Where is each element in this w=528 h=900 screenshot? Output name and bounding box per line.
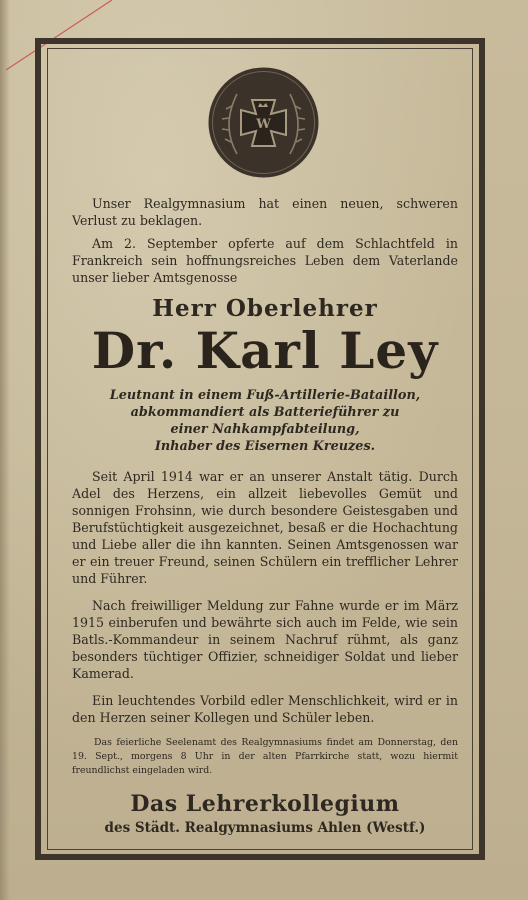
svg-text:W: W [256,117,271,132]
signature-institution: des Städt. Realgymnasiums Ahlen (Westf.) [104,820,426,836]
notice-body [72,195,458,838]
military-paragraph: Nach freiwilliger Meldung zur Fahne wurde er im März 1915 einberufen und bewährte sich auch im Felde, wie sein Batls.-Kommandeur in seinem Nachruf rühmt, als ganz besonders tüchtiger Offizier, schneidiger Soldat und lieber Kamerad. [72,598,458,681]
rank-line: Leutnant in einem Fuß-Artillerie-Bataillon, [109,388,421,403]
deceased-name: Dr. Karl Ley [91,321,439,380]
legacy-paragraph: Ein leuchtendes Vorbild edler Menschlichkeit, wird er in den Herzen seiner Kollegen und Schüler leben. [72,693,458,725]
announcement-text: Am 2. September opferte auf dem Schlachtfeld in Frankreich sein hoffnungsreiches Leben dem Vaterlande unser lieber Amtsgenosse [72,236,458,285]
paper-fold-shadow [0,0,10,900]
rank-block [72,387,458,455]
intro-text: Unser Realgymnasium hat einen neuen, schweren Verlust zu beklagen. [72,196,458,228]
iron-cross-wreath-icon [207,66,320,179]
service-note: Das feierliche Seelenamt des Realgymnasiums findet am Donnerstag, den 19. Sept., morgens 8 Uhr in der alten Pfarrkirche statt, wozu hiermit freundlichst eingeladen wird. [72,737,458,776]
rank-line: Inhaber des Eisernen Kreuzes. [154,439,376,454]
rank-line: einer Nahkampfabteilung, [170,422,360,437]
rank-line: abkommandiert als Batterieführer zu [130,405,400,420]
honorific-title: Herr Oberlehrer [152,295,378,322]
signature-faculty: Das Lehrerkollegium [130,791,400,817]
tribute-paragraph: Seit April 1914 war er an unserer Anstalt tätig. Durch Adel des Herzens, ein allzeit liebevolles Gemüt und sonnigen Frohsinn, wie durch besondere Geistesgaben und Berufstüchtigkeit ausgezeichnet, besaß er die Hochachtung und Liebe aller die ihn kannten. Seinen Amtsgenossen war er ein treuer Freund, seinen Schülern ein trefflicher Lehrer und Führer. [72,469,458,586]
